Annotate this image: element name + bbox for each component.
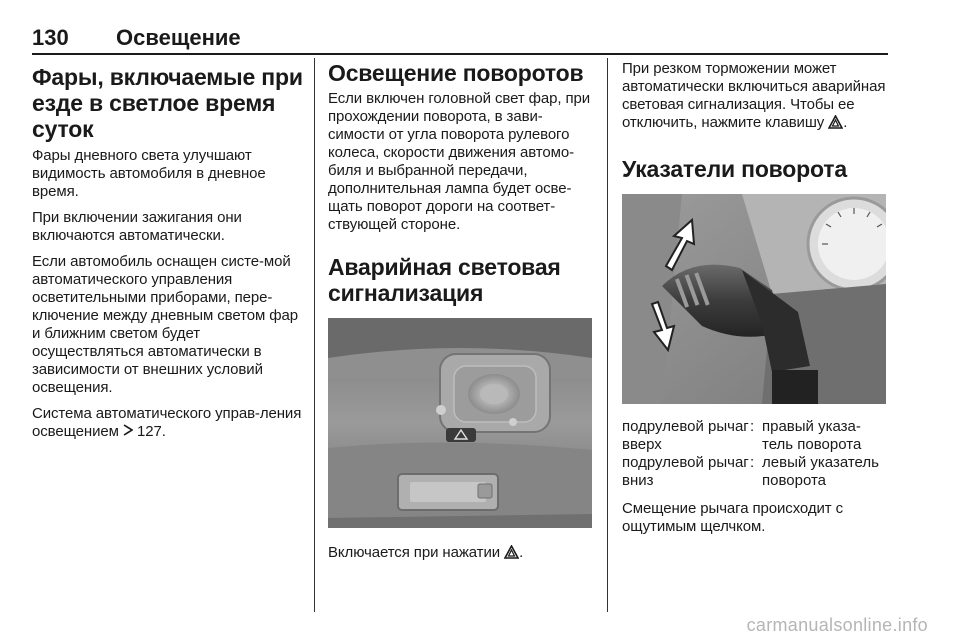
key-term: подрулевой рычаг вверх bbox=[622, 418, 749, 453]
paragraph-text: Система автоматического управ-ления освещением bbox=[32, 405, 302, 440]
paragraph: Фары дневного света улучшают видимость автомобиля в дневное время. bbox=[32, 147, 266, 200]
section-heading-drl: Фары, включаемые при езде в светлое время суток bbox=[32, 64, 303, 142]
paragraph-with-reference bbox=[32, 405, 304, 441]
paragraph-text: При резком торможении может автоматически включиться аварийная световая сигнализация. Чтобы ее отключить, нажмите клавишу bbox=[622, 60, 886, 131]
section-heading-cornering: Освещение поворотов bbox=[328, 60, 584, 86]
hazard-triangle-icon bbox=[504, 545, 519, 564]
header-rule bbox=[32, 53, 888, 55]
paragraph: При включении зажигания они включаются автоматически. bbox=[32, 209, 242, 244]
section-heading-hazard: Аварийная световая сигнализация bbox=[328, 254, 561, 306]
watermark: carmanualsonline.info bbox=[746, 615, 928, 635]
page-number: 130 bbox=[32, 25, 69, 50]
table-row bbox=[622, 418, 888, 454]
page-header bbox=[32, 18, 888, 54]
column-1 bbox=[32, 60, 304, 449]
caption-end: . bbox=[519, 544, 524, 561]
column-divider-2 bbox=[607, 58, 608, 612]
page-reference-link[interactable]: 127. bbox=[136, 423, 166, 440]
key-term: подрулевой рычаг вниз bbox=[622, 454, 749, 489]
hazard-triangle-icon bbox=[828, 115, 843, 134]
paragraph: Если включен головной свет фар, при прохождении поворота, в зави-симости от угла поворота рулевого колеса, скорости движения автомо-биля и выбранной передачи, дополнительная лампа будет осве-щать поворот дороги на соответ-ствующей стороне. bbox=[328, 90, 591, 233]
key-description: правый указа-тель поворота bbox=[762, 418, 862, 453]
section-heading-turn-signals: Указатели поворота bbox=[622, 156, 847, 182]
turn-signal-lever-photo bbox=[622, 194, 886, 404]
caption-text: Включается при нажатии bbox=[328, 544, 501, 561]
paragraph: Если автомобиль оснащен систе-мой автоматического управления осветительными приборами, пере-ключение между дневным светом фар и ближним светом будет осуществляться автоматически в зависимости от внешних условий освещения. bbox=[32, 253, 298, 396]
figure-caption bbox=[328, 544, 592, 564]
key-description: левый указатель поворота bbox=[762, 454, 879, 489]
page-title: Освещение bbox=[116, 25, 241, 50]
arrow-ref-icon[interactable] bbox=[123, 423, 133, 441]
key-separator: : bbox=[750, 454, 755, 471]
key-separator: : bbox=[750, 418, 755, 435]
column-divider-1 bbox=[314, 58, 315, 612]
hazard-switch-photo bbox=[328, 318, 592, 528]
table-row bbox=[622, 454, 888, 490]
paragraph-end: . bbox=[843, 114, 848, 131]
paragraph-with-icon bbox=[622, 60, 888, 134]
paragraph: Смещение рычага происходит с ощутимым щелчком. bbox=[622, 500, 844, 535]
turn-signal-key-table bbox=[622, 418, 888, 490]
column-2 bbox=[328, 60, 592, 572]
column-3 bbox=[622, 60, 888, 544]
